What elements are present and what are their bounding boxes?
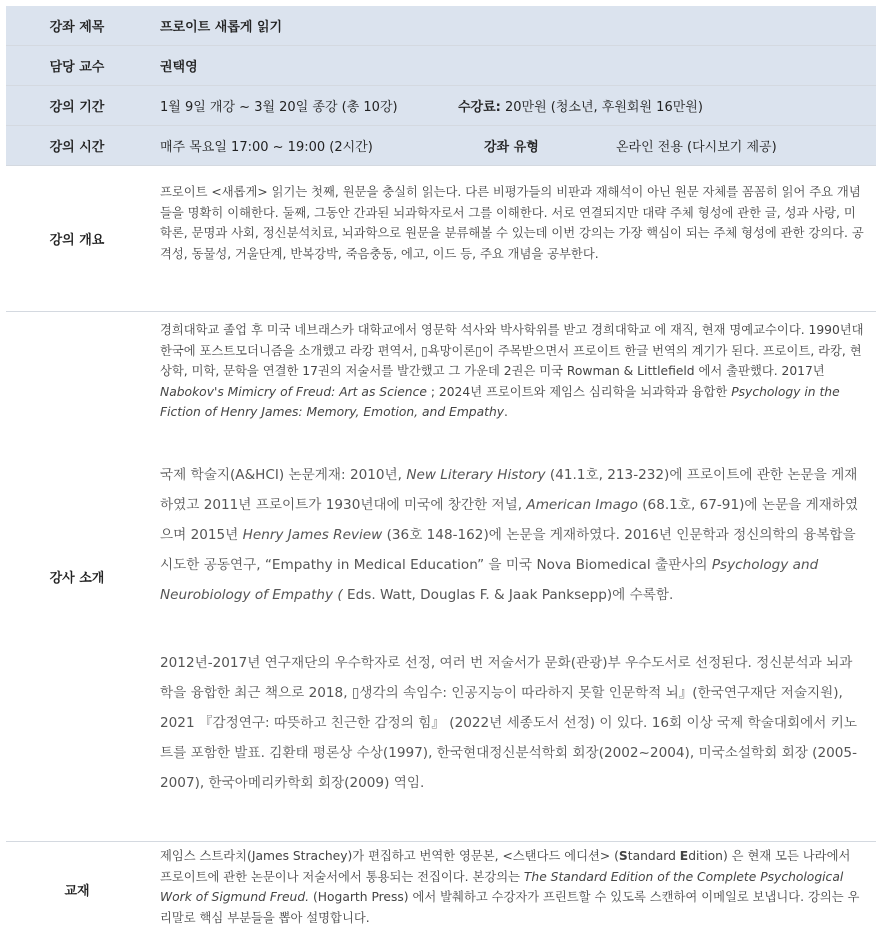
instructor-label: 강사 소개	[49, 571, 105, 586]
professor-label: 담당 교수	[49, 60, 105, 75]
period-value: 1월 9일 개강 ~ 3월 20일 종강 (총 10강)	[160, 100, 398, 115]
professor-name: 권택영	[160, 60, 198, 75]
fee-cell	[458, 96, 703, 115]
bio-paragraph-2: 국제 학술지(A&HCI) 논문게재: 2010년, New Literary History (41.1호, 213-232)에 프로이트에 관한 논문을 게재하였고 2011년 프로이트가 1930년대에 미국에 창간한 저널, American Imago (68.1호, 67-91)에 논문을 게재하였으며 2015년 Henry James Review (36호 148-162)에 논문을 게재하였다. 2016년 인문학과 정신의학의 융복합을 시도한 공동연구, “Empathy in Medical Education” 을 미국 Nova Biomedical 출판사의 Psychology and Neurobiology of Empathy ( Eds. Watt, Douglas F. & Jaak Panksepp)에 수록함.	[160, 466, 859, 603]
textbook-row	[6, 842, 876, 936]
bio-paragraph-3: 2012년-2017년 연구재단의 우수학자로 선정, 여러 번 저술서가 문화(관광)부 우수도서로 선정된다. 정신분석과 뇌과학을 융합한 최근 책으로 2018, ▯생각의 속임수: 인공지능이 따라하지 못할 인문학적 뇌』(한국연구재단 저술지원), 2021 『감정연구: 따뜻하고 친근한 감정의 힘』 (2022년 세종도서 선정) 이 있다. 16회 이상 국제 학술대회에서 키노트를 포함한 발표. 김환태 평론상 수상(1997), 한국현대정신분석학회 회장(2002~2004), 미국소설학회 회장 (2005-2007), 한국아메리카학회 회장(2009) 역임.	[160, 654, 857, 791]
overview-row	[6, 166, 876, 312]
time-row	[6, 126, 876, 166]
course-title: 프로이트 새롭게 읽기	[160, 20, 283, 35]
time-label: 강의 시간	[49, 140, 105, 155]
title-label: 강좌 제목	[49, 20, 105, 35]
professor-row	[6, 46, 876, 86]
type-label: 강좌 유형	[484, 140, 539, 155]
fee-label: 수강료:	[458, 100, 501, 115]
period-label: 강의 기간	[49, 100, 105, 115]
title-row	[6, 6, 876, 46]
period-row	[6, 86, 876, 126]
textbook-text: 제임스 스트라치(James Strachey)가 편집하고 번역한 영문본, <스탠다드 에디션> (Standard Edition) 은 현재 모든 나라에서 프로이트에 관한 논문이나 저술서에서 통용되는 전집이다. 본강의는 The Standard Edition of the Complete Psychological Work of Sigmund Freud. (Hogarth Press) 에서 발췌하고 수강자가 프린트할 수 있도록 스캔하여 이메일로 보냅니다. 강의는 우리말로 핵심 부분들을 뽑아 설명합니다.	[160, 849, 860, 925]
bio-paragraph-1: 경희대학교 졸업 후 미국 네브래스카 대학교에서 영문학 석사와 박사학위를 받고 경희대학교 에 재직, 현재 명예교수이다. 1990년대 한국에 포스트모더니즘을 소개했고 라캉 편역서, ▯욕망이론▯이 주목받으면서 프로이트 한글 번역의 계기가 된다. 프로이트, 라캉, 현상학, 미학, 문학을 연결한 17권의 저술서를 발간했고 그 가운데 2권은 미국 Rowman & Littlefield 에서 출판했다. 2017년 Nabokov's Mimicry of Freud: Art as Science ; 2024년 프로이트와 제임스 심리학을 뇌과학과 융합한 Psychology in the Fiction of Henry James: Memory, Emotion, and Empathy.	[160, 323, 864, 420]
overview-label: 강의 개요	[49, 233, 105, 248]
textbook-label: 교재	[64, 883, 90, 899]
type-value: 온라인 전용 (다시보기 제공)	[616, 140, 777, 155]
time-value: 매주 목요일 17:00 ~ 19:00 (2시간)	[160, 140, 373, 155]
course-info-table	[6, 6, 876, 936]
fee-value: 20만원 (청소년, 후원회원 16만원)	[500, 100, 703, 115]
instructor-bio	[148, 312, 864, 841]
instructor-row	[6, 312, 876, 842]
overview-text: 프로이트 <새롭게> 읽기는 첫째, 원문을 충실히 읽는다. 다른 비평가들의 비판과 재해석이 아닌 원문 자체를 꼼꼼히 읽어 주요 개념들을 명확히 이해한다. 둘째, 그동안 간과된 뇌과학자로서 그를 이해한다. 서로 연결되지만 대략 주체 형성에 관한 글, 성과 사랑, 미학론, 문명과 사회, 정신분석치료, 뇌과학으로 원문을 분류해볼 수 있는데 이번 강의는 가장 핵심이 되는 주체 형성에 관한 강의다. 공격성, 동물성, 거울단계, 반복강박, 죽음충동, 에고, 이드 등, 주요 개념을 공부한다.	[160, 185, 864, 261]
